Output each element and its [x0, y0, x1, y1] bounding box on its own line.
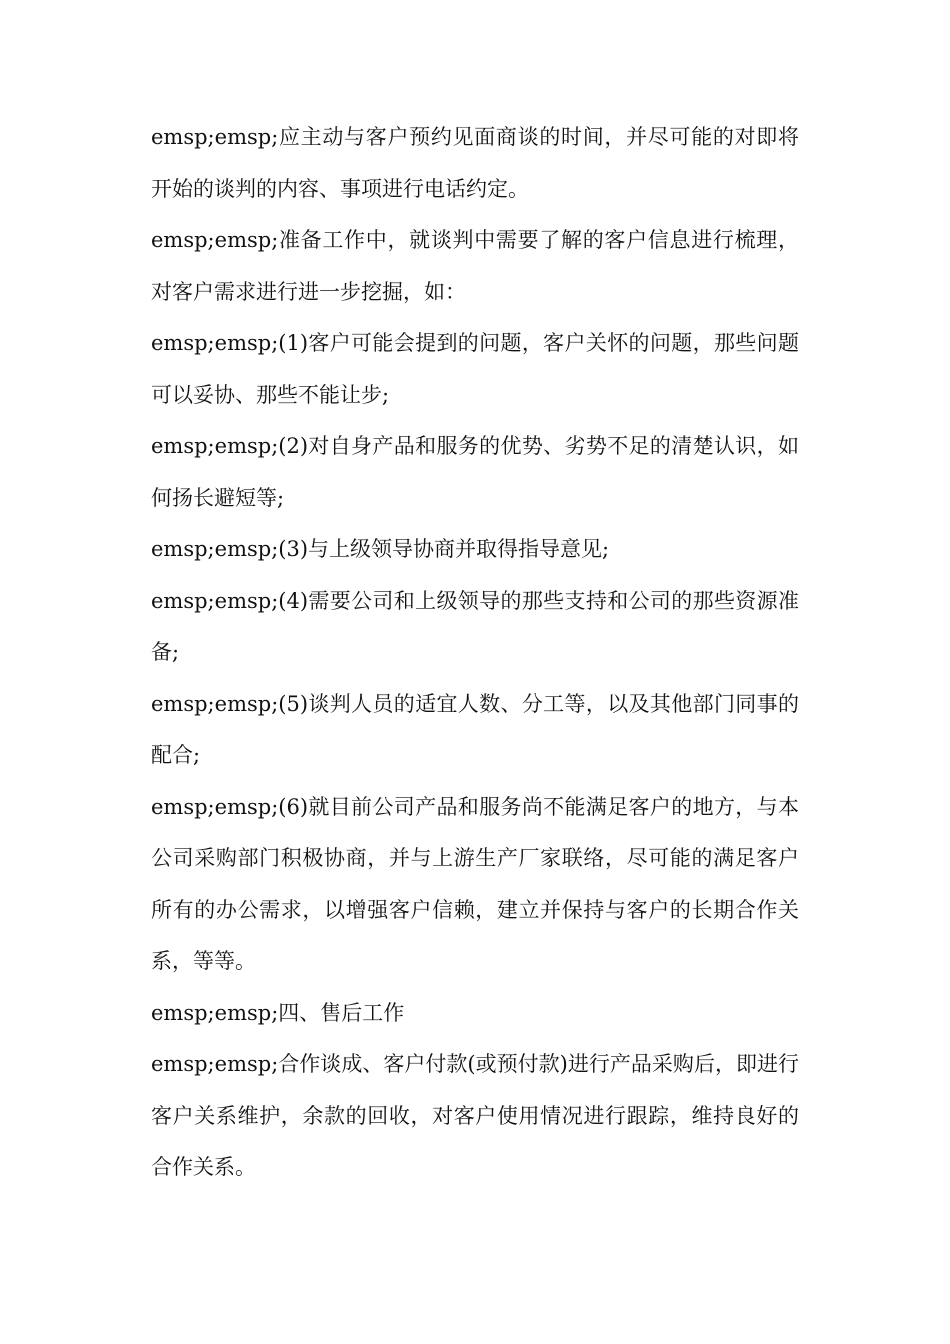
- section-heading-after-sales: emsp;emsp;四、售后工作: [151, 1000, 405, 1025]
- list-item-3: emsp;emsp;(3)与上级领导协商并取得指导意见;: [151, 537, 610, 561]
- paragraph-after-sales: emsp;emsp;合作谈成、客户付款(或预付款)进行产品采购后，即进行客户关系维护，余款的回收，对客户使用情况进行跟踪，维持良好的合作关系。: [151, 1052, 799, 1179]
- list-item-6: emsp;emsp;(6)就目前公司产品和服务尚不能满足客户的地方，与本公司采购部门积极协商，并与上游生产厂家联络，尽可能的满足客户所有的办公需求，以增强客户信赖，建立并保持与客户的长期合作关系，等等。: [151, 794, 799, 973]
- list-item-1: emsp;emsp;(1)客户可能会提到的问题，客户关怀的问题，那些问题可以妥协、那些不能让步;: [151, 331, 799, 407]
- document-body: [151, 112, 799, 1194]
- list-item-2: emsp;emsp;(2)对自身产品和服务的优势、劣势不足的清楚认识，如何扬长避短等;: [151, 434, 799, 510]
- list-item-4: emsp;emsp;(4)需要公司和上级领导的那些支持和公司的那些资源准备;: [151, 588, 799, 664]
- paragraph-preparation: emsp;emsp;准备工作中，就谈判中需要了解的客户信息进行梳理，对客户需求进行进一步挖掘，如：: [151, 228, 799, 304]
- list-item-5: emsp;emsp;(5)谈判人员的适宜人数、分工等，以及其他部门同事的配合;: [151, 691, 799, 767]
- paragraph-appointment: emsp;emsp;应主动与客户预约见面商谈的时间，并尽可能的对即将开始的谈判的内容、事项进行电话约定。: [151, 125, 799, 201]
